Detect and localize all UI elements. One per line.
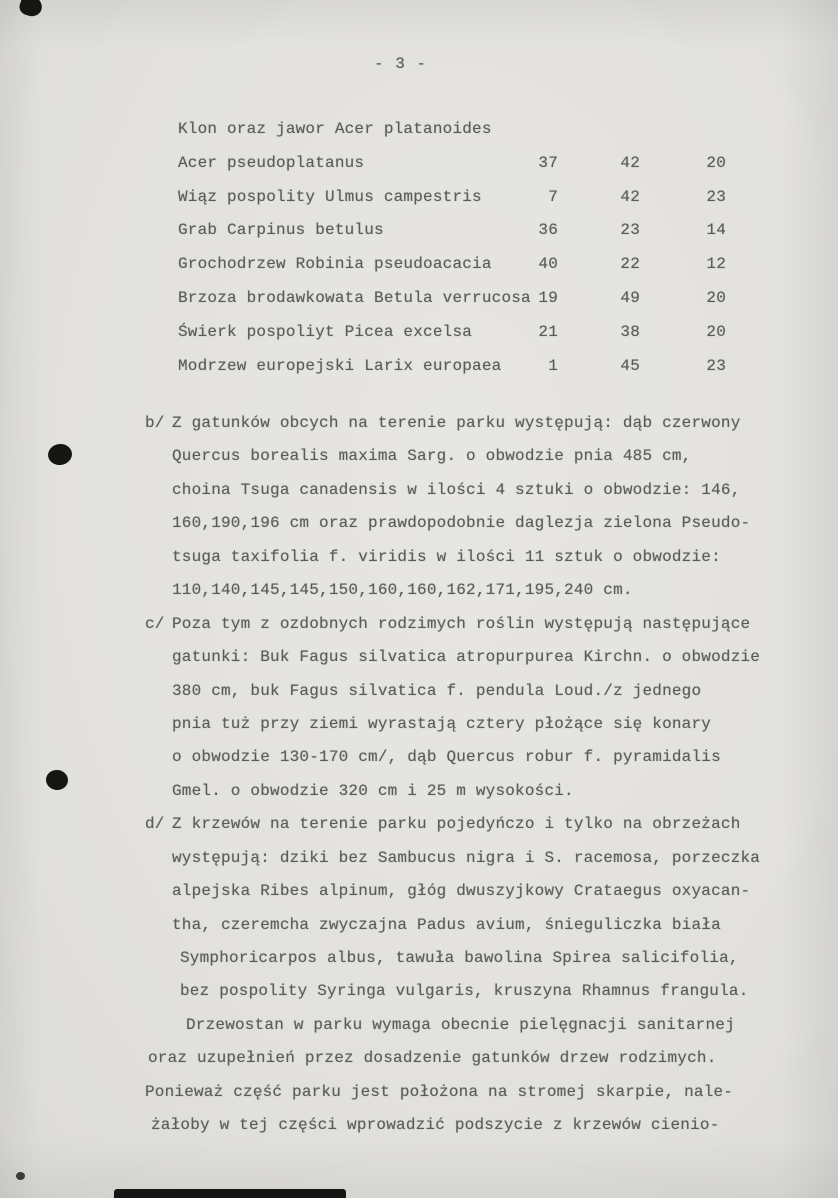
value-c3: 23 [706, 356, 726, 375]
text-line [145, 775, 805, 808]
text-line [145, 440, 805, 473]
species-label: Klon oraz jawor Acer platanoides [178, 120, 492, 138]
value-c3: 20 [706, 288, 726, 307]
value-c1: 1 [548, 356, 558, 375]
species-label: Grochodrzew Robinia pseudoacacia [178, 255, 492, 274]
text-line [145, 708, 805, 741]
table-row [178, 350, 758, 384]
scan-artifact-top-left [17, 0, 44, 19]
table-row [178, 282, 758, 316]
table-row [178, 147, 758, 181]
value-c1: 19 [538, 288, 558, 307]
text-line [145, 808, 805, 841]
line-text: Gmel. o obwodzie 320 cm i 25 m wysokości. [172, 781, 574, 800]
text-line [145, 474, 805, 507]
line-text: Quercus borealis maxima Sarg. o obwodzie pnia 485 cm, [172, 447, 692, 466]
table-row [178, 113, 758, 147]
species-label: Wiąz pospolity Ulmus campestris [178, 187, 482, 206]
text-line [145, 875, 805, 908]
section-marker: c/ [145, 614, 165, 633]
line-text: 380 cm, buk Fagus silvatica f. pendula Loud./z jednego [172, 681, 702, 700]
value-c3: 20 [706, 153, 726, 172]
value-c3: 14 [706, 221, 726, 240]
page-number: - 3 - [374, 55, 428, 73]
text-line [145, 741, 805, 774]
text-line [145, 407, 805, 440]
line-text: żałoby w tej części wprowadzić podszycie z krzewów cienio- [151, 1116, 720, 1135]
species-label: Grab Carpinus betulus [178, 221, 384, 240]
scan-artifact-bottom-left [16, 1172, 25, 1180]
line-text: Drzewostan w parku wymaga obecnie pielęgnacji sanitarnej [186, 1015, 735, 1034]
table-row [178, 316, 758, 350]
species-label: Acer pseudoplatanus [178, 153, 365, 172]
text-line [145, 1076, 805, 1109]
line-text: choina Tsuga canadensis w ilości 4 sztuki o obwodzie: 146, [172, 480, 741, 499]
line-text: Z gatunków obcych na terenie parku występują: dąb czerwony [172, 414, 741, 432]
line-text: Symphoricarpos albus, tawuła bawolina Spirea salicifolia, [180, 949, 739, 967]
value-c1: 7 [548, 187, 558, 206]
line-text: tha, czeremcha zwyczajna Padus avium, śnieguliczka biała [172, 915, 721, 934]
body-text [145, 407, 805, 1143]
species-label: Brzoza brodawkowata Betula verrucosa [178, 288, 531, 307]
text-line [145, 842, 805, 875]
value-c1: 37 [538, 153, 558, 172]
section-marker: d/ [145, 815, 165, 834]
value-c1: 36 [538, 221, 558, 240]
value-c3: 23 [706, 187, 726, 206]
line-text: alpejska Ribes alpinum, głóg dwuszyjkowy Crataegus oxyacan- [172, 882, 751, 901]
text-line [145, 641, 805, 674]
table-row [178, 181, 758, 215]
text-line [145, 574, 805, 607]
text-line [145, 1009, 805, 1042]
line-text: gatunki: Buk Fagus silvatica atropurpurea Kirchn. o obwodzie [172, 648, 761, 667]
value-c2: 49 [620, 288, 640, 307]
text-line [145, 975, 805, 1008]
species-table [178, 113, 758, 383]
value-c1: 21 [538, 322, 558, 341]
line-text: oraz uzupełnień przez dosadzenie gatunków drzew rodzimych. [148, 1049, 717, 1068]
species-label: Świerk pospoliyt Picea excelsa [178, 322, 473, 341]
table-row [178, 248, 758, 282]
text-line [145, 1042, 805, 1075]
value-c1: 40 [538, 255, 558, 274]
text-line [145, 1109, 805, 1142]
value-c2: 42 [620, 187, 640, 206]
text-line [145, 909, 805, 942]
value-c2: 23 [620, 221, 640, 240]
line-text: 160,190,196 cm oraz prawdopodobnie daglezja zielona Pseudo- [172, 514, 751, 533]
value-c2: 22 [620, 255, 640, 274]
text-line [145, 942, 805, 975]
line-text: tsuga taxifolia f. viridis w ilości 11 sztuk o obwodzie: [172, 547, 721, 566]
text-line [145, 541, 805, 574]
line-text: bez pospolity Syringa vulgaris, kruszyna Rhamnus frangula. [180, 982, 749, 1001]
text-line [145, 608, 805, 641]
value-c2: 38 [620, 322, 640, 341]
line-text: występują: dziki bez Sambucus nigra i S. racemosa, porzeczka [172, 848, 761, 867]
value-c3: 20 [706, 322, 726, 341]
line-text: Poza tym z ozdobnych rodzimych roślin występują następujące [172, 614, 751, 633]
section-marker: b/ [145, 414, 165, 432]
punch-hole-icon [45, 769, 69, 791]
value-c2: 45 [620, 356, 640, 375]
punch-hole-icon [47, 442, 74, 466]
scan-artifact-bottom-bar [114, 1189, 346, 1198]
text-line [145, 675, 805, 708]
value-c3: 12 [706, 255, 726, 274]
line-text: o obwodzie 130-170 cm/, dąb Quercus robur f. pyramidalis [172, 748, 721, 767]
value-c2: 42 [620, 153, 640, 172]
line-text: pnia tuż przy ziemi wyrastają cztery płożące się konary [172, 714, 712, 733]
species-label: Modrzew europejski Larix europaea [178, 356, 502, 375]
text-line [145, 507, 805, 540]
line-text: 110,140,145,145,150,160,160,162,171,195,240 cm. [172, 581, 633, 600]
line-text: Ponieważ część parku jest położona na stromej skarpie, nale- [145, 1082, 734, 1101]
line-text: Z krzewów na terenie parku pojedyńczo i tylko na obrzeżach [172, 815, 741, 834]
table-row [178, 214, 758, 248]
